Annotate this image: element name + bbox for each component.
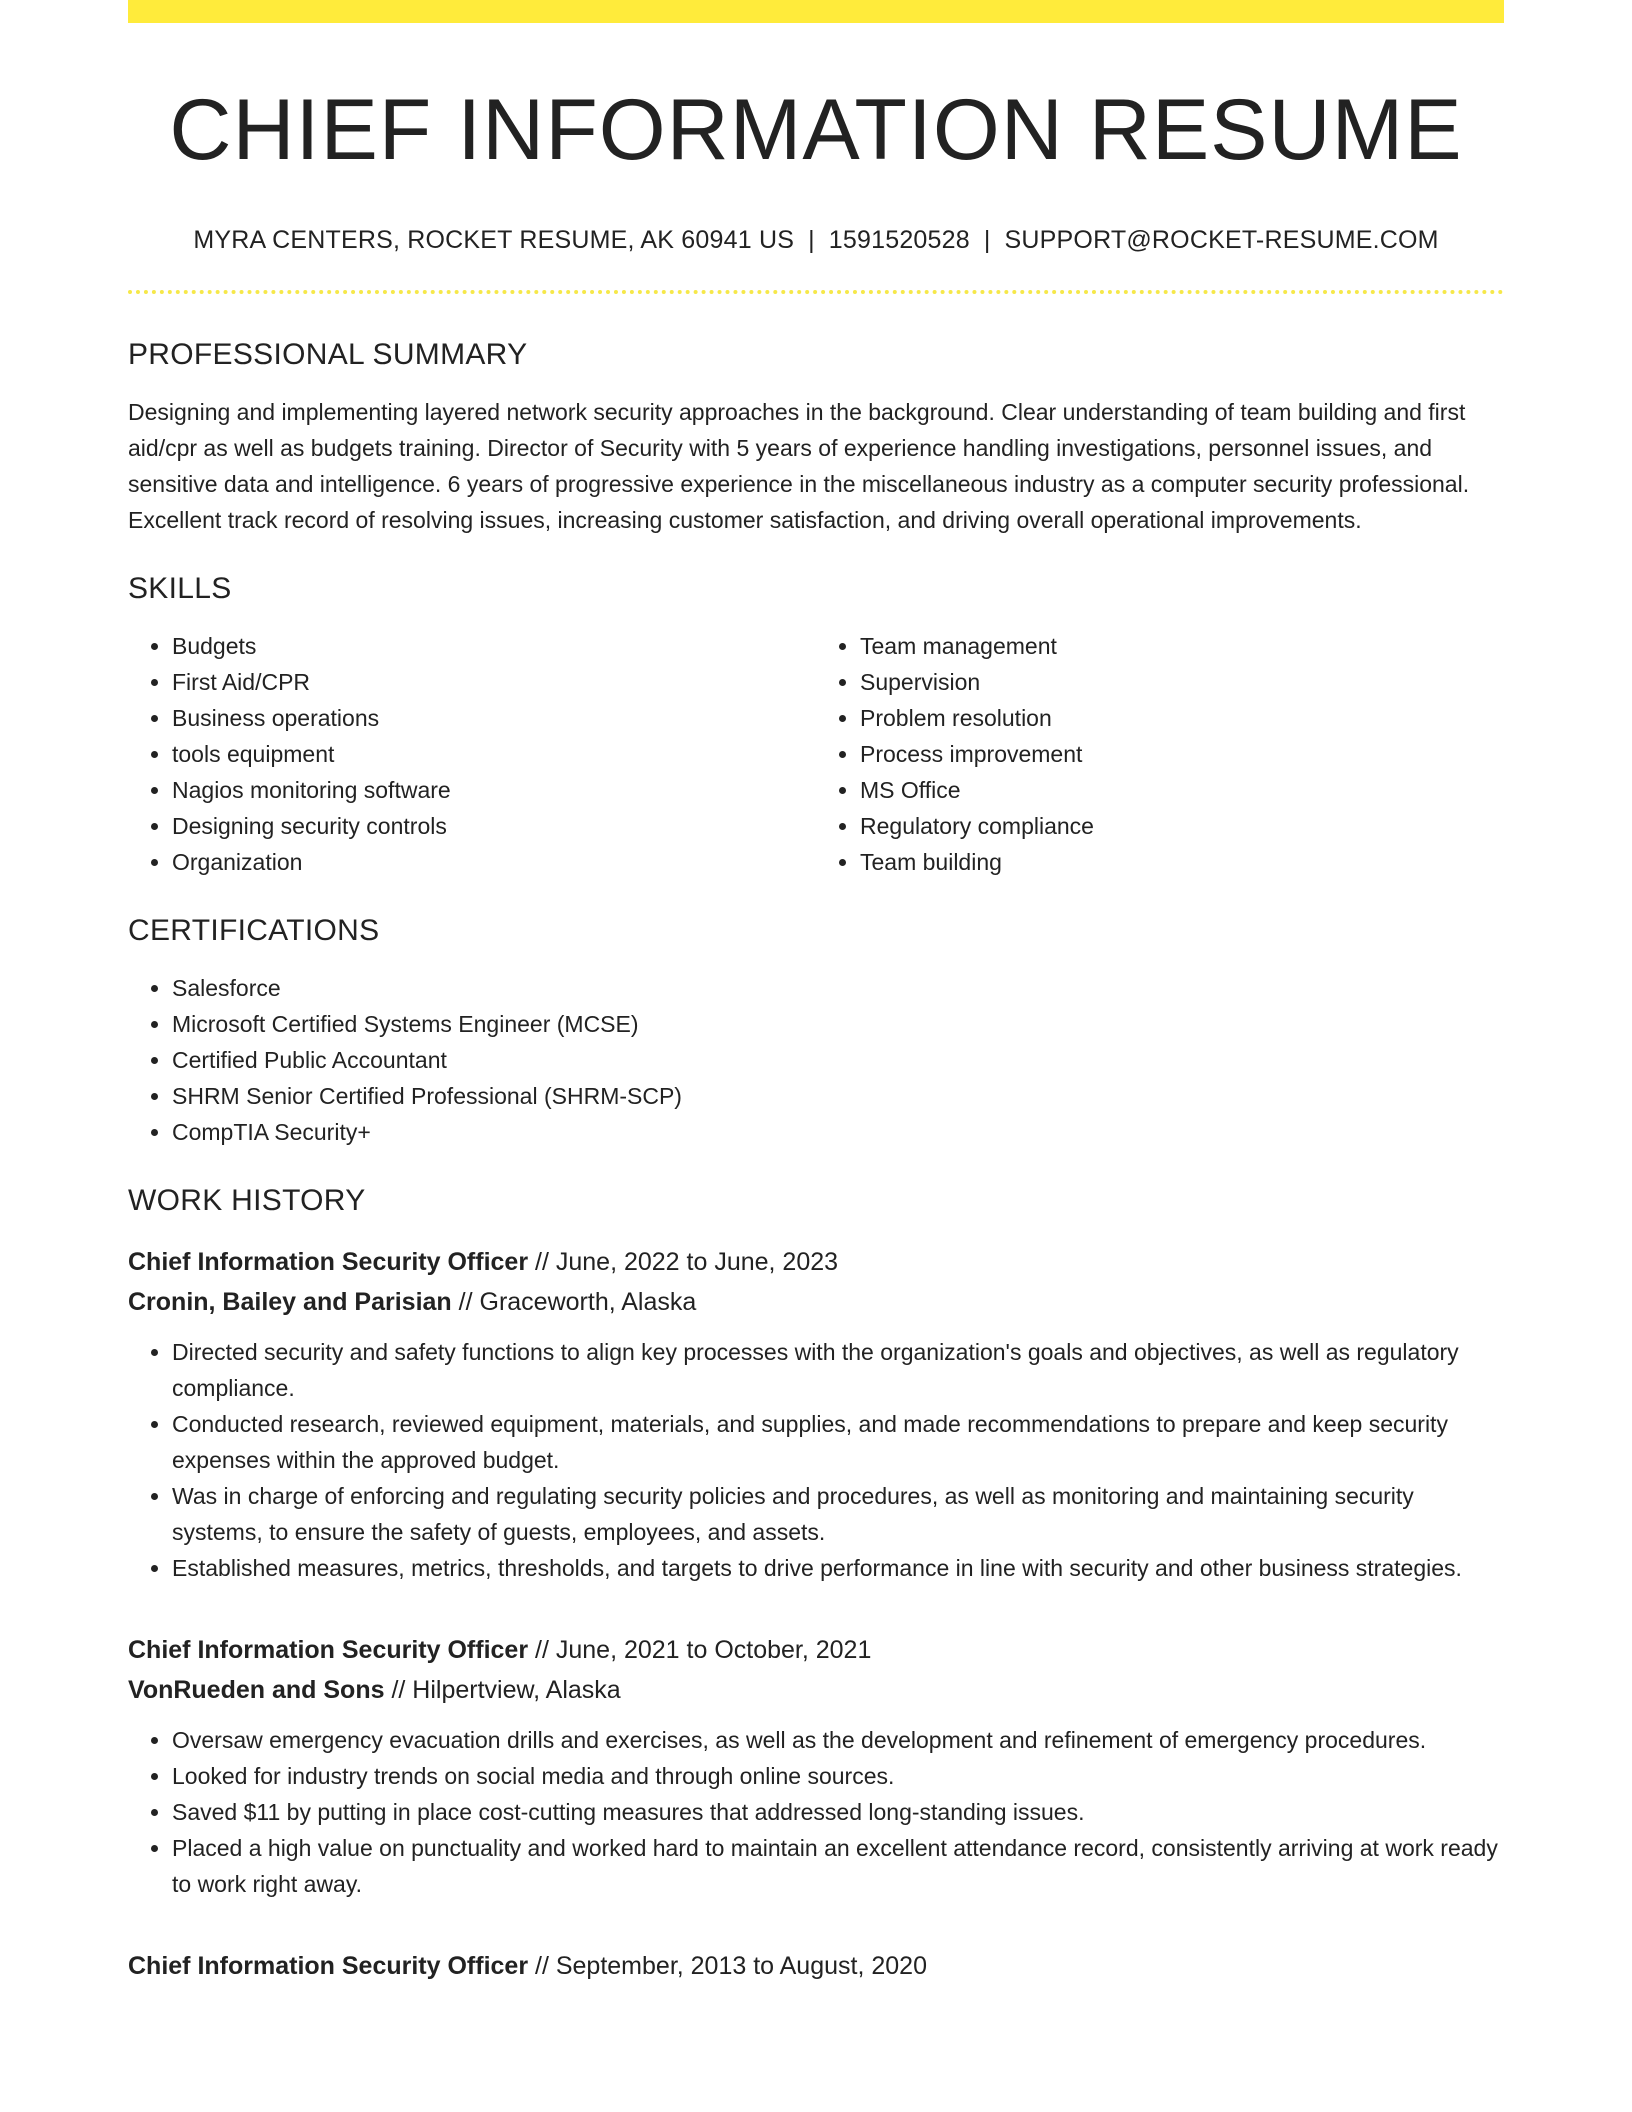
job-bullet: • Established measures, metrics, thresholds, and targets to drive performance in line with security and other business strategies. xyxy=(172,1550,1504,1586)
resume-page xyxy=(128,0,1504,1986)
skill-item: • Organization xyxy=(172,844,816,880)
job-company: VonRueden and Sons xyxy=(128,1676,385,1705)
skill-item: • MS Office xyxy=(860,772,1504,808)
contact-separator: | xyxy=(983,225,991,254)
job-title: Chief Information Security Officer xyxy=(128,1952,529,1981)
skills-list-left xyxy=(128,628,816,880)
summary-text: Designing and implementing layered network security approaches in the background. Clear understanding of team building and first aid/cpr as well as budgets training. Director of Security with 5 years of experience handling investigations, personnel issues, and sensitive data and intelligence. 6 years of progressive experience in the miscellaneous industry as a computer security professional. Excellent track record of resolving issues, increasing customer satisfaction, and driving overall operational improvements. xyxy=(128,399,1470,534)
certifications-heading: CERTIFICATIONS xyxy=(128,914,380,948)
dotted-divider xyxy=(128,290,1504,294)
certification-item: • SHRM Senior Certified Professional (SHRM-SCP) xyxy=(172,1078,1504,1114)
job-dates: // June, 2022 to June, 2023 xyxy=(535,1248,839,1277)
job-title-line xyxy=(128,1630,1504,1670)
certification-item: • Microsoft Certified Systems Engineer (MCSE) xyxy=(172,1006,1504,1042)
contact-separator: | xyxy=(808,225,815,254)
job-entry xyxy=(128,1242,1504,1586)
skill-item: • Business operations xyxy=(172,700,816,736)
job-location: // Hilpertview, Alaska xyxy=(391,1676,621,1705)
job-title-line xyxy=(128,1242,1504,1282)
job-company-line xyxy=(128,1670,1504,1710)
job-dates: // September, 2013 to August, 2020 xyxy=(535,1952,927,1981)
job-title: Chief Information Security Officer xyxy=(128,1248,529,1277)
certification-item: • Certified Public Accountant xyxy=(172,1042,1504,1078)
job-title-line xyxy=(128,1946,1504,1986)
job-bullet: • Directed security and safety functions to align key processes with the organization's goals and objectives, as well as regulatory compliance. xyxy=(172,1334,1504,1406)
skill-item: • Supervision xyxy=(860,664,1504,700)
job-bullets xyxy=(128,1334,1504,1586)
job-company: Cronin, Bailey and Parisian xyxy=(128,1288,452,1317)
job-bullet: • Looked for industry trends on social media and through online sources. xyxy=(172,1758,1504,1794)
job-entry xyxy=(128,1946,1504,1986)
contact-address: MYRA CENTERS, ROCKET RESUME, AK 60941 US xyxy=(193,225,795,254)
skills-columns xyxy=(128,628,1504,880)
accent-bar xyxy=(128,0,1504,23)
skill-item: • Budgets xyxy=(172,628,816,664)
skill-item: • Nagios monitoring software xyxy=(172,772,816,808)
contact-line xyxy=(128,224,1504,257)
skill-item: • Problem resolution xyxy=(860,700,1504,736)
skills-list-right xyxy=(816,628,1504,880)
job-bullet: • Was in charge of enforcing and regulating security policies and procedures, as well as monitoring and maintaining security systems, to ensure the safety of guests, employees, and assets. xyxy=(172,1478,1504,1550)
skill-item: • Team management xyxy=(860,628,1504,664)
skill-item: • Regulatory compliance xyxy=(860,808,1504,844)
certification-item: • Salesforce xyxy=(172,970,1504,1006)
job-bullet: • Conducted research, reviewed equipment, materials, and supplies, and made recommendations to prepare and keep security expenses within the approved budget. xyxy=(172,1406,1504,1478)
skill-item: • First Aid/CPR xyxy=(172,664,816,700)
contact-phone: 1591520528 xyxy=(828,225,970,254)
skills-heading: SKILLS xyxy=(128,572,232,606)
certification-item: • CompTIA Security+ xyxy=(172,1114,1504,1150)
job-bullet: • Oversaw emergency evacuation drills and exercises, as well as the development and refinement of emergency procedures. xyxy=(172,1722,1504,1758)
skill-item: • Process improvement xyxy=(860,736,1504,772)
job-entry xyxy=(128,1630,1504,1902)
job-bullet: • Placed a high value on punctuality and worked hard to maintain an excellent attendance record, consistently arriving at work ready to work right away. xyxy=(172,1830,1504,1902)
skill-item: • Designing security controls xyxy=(172,808,816,844)
contact-email: SUPPORT@ROCKET-RESUME.COM xyxy=(1004,225,1439,254)
job-bullets xyxy=(128,1722,1504,1902)
job-location: // Graceworth, Alaska xyxy=(458,1288,697,1317)
job-bullet: • Saved $11 by putting in place cost-cutting measures that addressed long-standing issues. xyxy=(172,1794,1504,1830)
work-history-heading: WORK HISTORY xyxy=(128,1184,366,1218)
skill-item: • tools equipment xyxy=(172,736,816,772)
certifications-list xyxy=(128,970,1504,1150)
resume-title: CHIEF INFORMATION RESUME xyxy=(169,82,1463,178)
job-dates: // June, 2021 to October, 2021 xyxy=(535,1636,872,1665)
job-title: Chief Information Security Officer xyxy=(128,1636,529,1665)
job-company-line xyxy=(128,1282,1504,1322)
skill-item: • Team building xyxy=(860,844,1504,880)
summary-heading: PROFESSIONAL SUMMARY xyxy=(128,338,528,372)
